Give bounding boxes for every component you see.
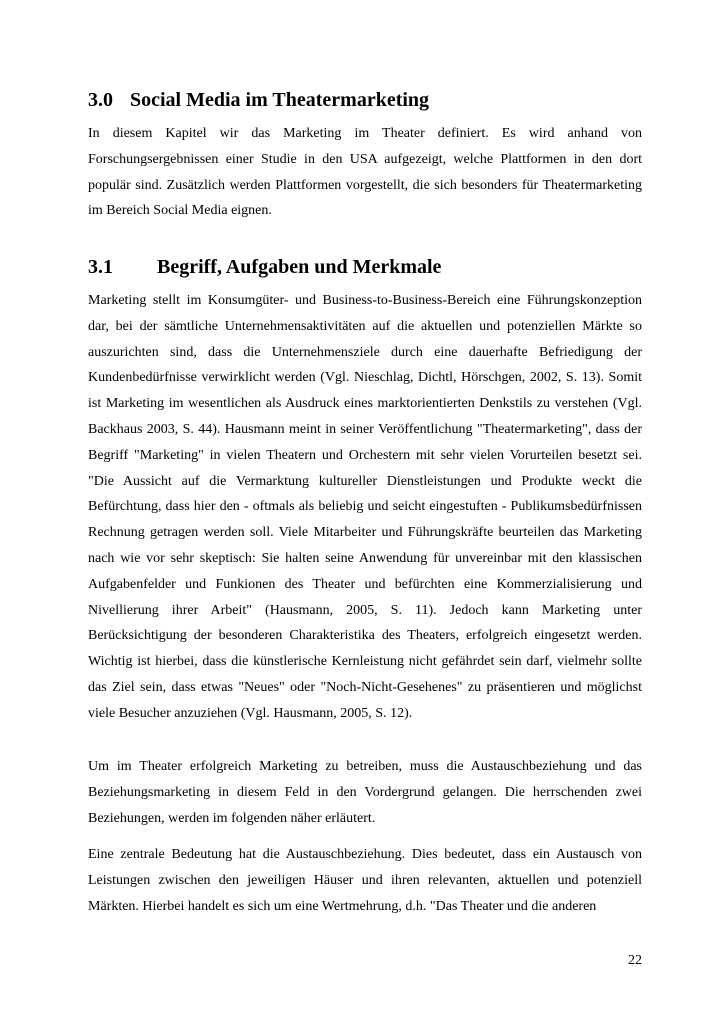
- page-number: 22: [628, 953, 642, 968]
- body-paragraph-exchange: Eine zentrale Bedeutung hat die Austauschbeziehung. Dies bedeutet, dass ein Austausch von Leistungen zwischen den jeweiligen Häuser und ihren relevanten, aktuellen und potenziell Märkten. Hierbei handelt es sich um eine Wertmehrung, d.h. "Das Theater und die anderen: [88, 847, 642, 914]
- chapter-heading: [88, 86, 429, 114]
- section-number: 3.1: [88, 256, 113, 278]
- chapter-title: Social Media im Theatermarketing: [130, 89, 430, 111]
- section-title: Begriff, Aufgaben und Merkmale: [157, 256, 442, 278]
- body-paragraph-relationships: Um im Theater erfolgreich Marketing zu betreiben, muss die Austauschbeziehung und das Beziehungsmarketing in diesem Feld in den Vordergrund gelangen. Die herrschenden zwei Beziehungen, werden im folgenden näher erläutert.: [88, 759, 642, 826]
- section-heading: [88, 253, 441, 281]
- body-paragraph-marketing: Marketing stellt im Konsumgüter- und Business-to-Business-Bereich eine Führungskonzeption dar, bei der sämtliche Unternehmensaktivitäten auf die aktuellen und potenziellen Märkte so auszurichten sind, dass die Unternehmensziele durch eine dauerhafte Befriedigung der Kundenbedürfnisse verwirklicht werden (Vgl. Nieschlag, Dichtl, Hörschgen, 2002, S. 13). Somit ist Marketing im wesentlichen als Ausdruck eines marktorientierten Denkstils zu verstehen (Vgl. Backhaus 2003, S. 44). Hausmann meint in seiner Veröffentlichung "Theatermarketing", dass der Begriff "Marketing" in vielen Theatern und Orchestern mit sehr vielen Vorurteilen besetzt sei. "Die Aussicht auf die Vermarktung kultureller Dienstleistungen und Produkte weckt die Befürchtung, dass hier den - oftmals als beliebig und seicht eingestuften - Publikumsbedürfnissen Rechnung getragen werden soll. Viele Mitarbeiter und Führungskräfte beurteilen das Marketing nach wie vor sehr skeptisch: Sie halten seine Anwendung für unvereinbar mit den klassischen Aufgabenfelder und Funkionen des Theater und befürchten eine Kommerzialisierung und Nivellierung ihrer Arbeit" (Hausmann, 2005, S. 11). Jedoch kann Marketing unter Berücksichtigung der besonderen Charakteristika des Theaters, erfolgreich eingesetzt werden. Wichtig ist hierbei, dass die künstlerische Kernleistung nicht gefährdet sein darf, vielmehr sollte das Ziel sein, dass etwas "Neues" oder "Noch-Nicht-Gesehenes" zu präsentieren und möglichst viele Besucher anzuziehen (Vgl. Hausmann, 2005, S. 12).: [88, 293, 642, 721]
- chapter-intro-paragraph: In diesem Kapitel wir das Marketing im Theater definiert. Es wird anhand von Forschungsergebnissen einer Studie in den USA aufgezeigt, welche Plattformen in den dort populär sind. Zusätzlich werden Plattformen vorgestellt, die sich besonders für Theatermarketing im Bereich Social Media eignen.: [88, 126, 642, 219]
- chapter-number: 3.0: [88, 89, 113, 111]
